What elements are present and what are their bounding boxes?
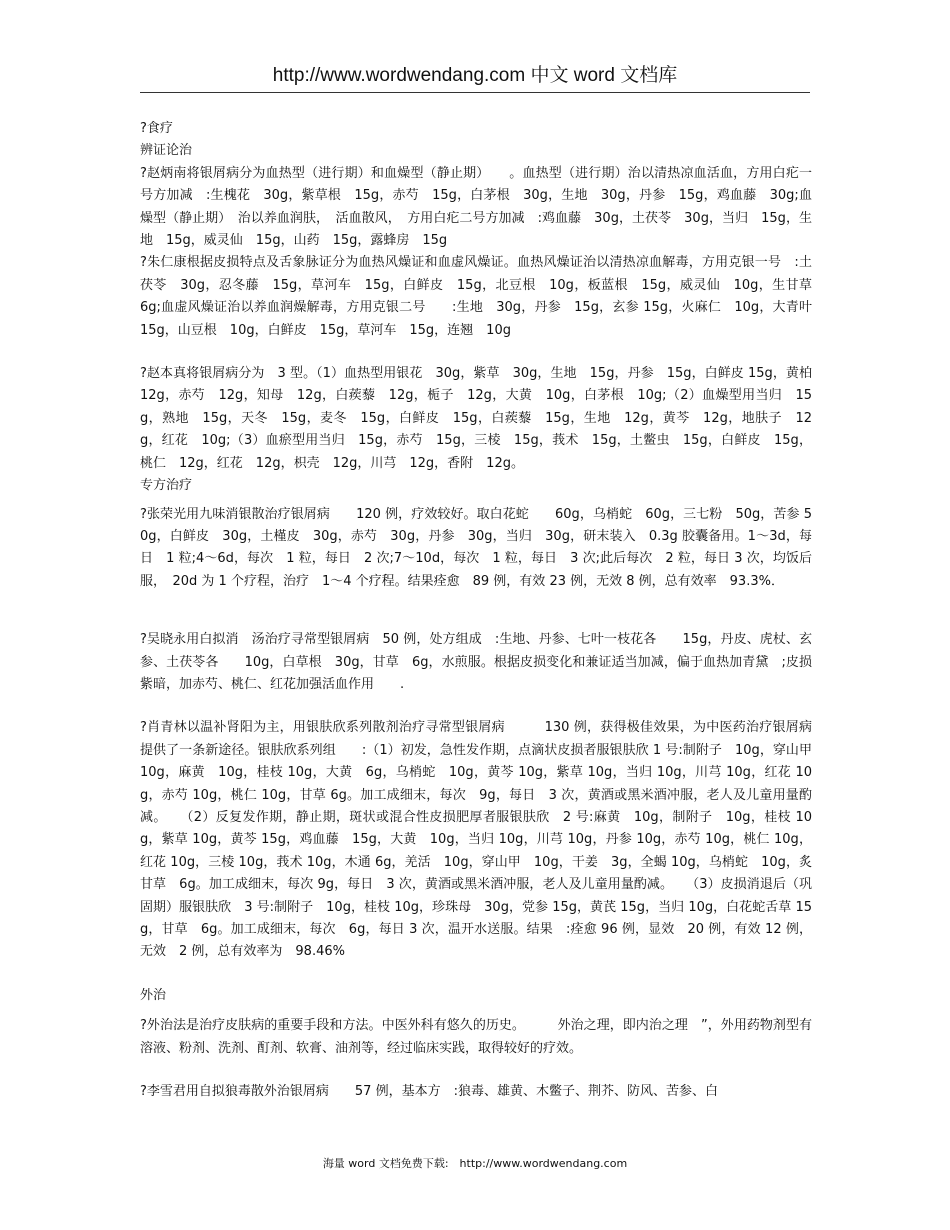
page-footer: 海量 word 文档免费下载: http://www.wordwendang.com bbox=[322, 1157, 628, 1170]
document-body bbox=[140, 118, 826, 1103]
page-header: http://www.wordwendang.com 中文 word 文档库 bbox=[140, 62, 810, 93]
paragraph-zhao-benzhen: ?赵本真将银屑病分为 3 型。（1）血热型用银花 30g，紫草 30g，生地 15g，丹参 15g，白鲜皮 15g，黄柏 12g，赤芍 12g，知母 12g，白蒺藜 12g，栀子 12g，大黄 10g，白茅根 10g;（2）血燥型用当归 15g，熟地 15g，天冬 15g，麦冬 15g，白鲜皮 15g，白蒺藜 15g，生地 12g，黄芩 12g，地肤子 12g，红花 10g;（3）血瘀型用当归 15g，赤芍 15g，三棱 15g，莪术 15g，土鳖虫 15g，白鲜皮 15g，桃仁 12g，红花 12g，枳壳 12g，川芎 12g，香附 12g。 bbox=[140, 366, 826, 471]
paragraph-zhu-renkang: ?朱仁康根据皮损特点及舌象脉证分为血热风燥证和血虚风燥证。血热风燥证治以清热凉血解毒，方用克银一号 :土茯苓 30g，忍冬藤 15g，草河车 15g，白鲜皮 15g，北豆根 10g，板蓝根 15g，威灵仙 10g，生甘草 6g;血虚风燥证治以养血润燥解毒，方用克银二号 :生地 30g，丹参 15g，玄参 15g，火麻仁 10g，大青叶 15g，山豆根 10g，白鲜皮 15g，草河车 15g，连翘 10g bbox=[140, 255, 826, 338]
heading-external: 外治 bbox=[140, 987, 167, 1003]
paragraph-xiao-qinglin: ?肖青林以温补肾阳为主，用银肤欣系列散剂治疗寻常型银屑病 130 例，获得极佳效果，为中医药治疗银屑病提供了一条新途径。银肤欣系列组 :（1）初发，急性发作期，点滴状皮损者服银肤欣 1 号:制附子 10g，穿山甲 10g，麻黄 10g，桂枝 10g，大黄 6g，乌梢蛇 10g，黄芩 10g，紫草 10g，当归 10g，川芎 10g，红花 10g，赤芍 10g，桃仁 10g，甘草 6g。加工成细末，每次 9g，每日 3 次，黄酒或黑米酒冲服，老人及儿童用量酌减。 （2）反复发作期，静止期，斑状或混合性皮损肥厚者服银肤欣 2 号:麻黄 10g，制附子 10g，桂枝 10g，紫草 10g，黄芩 15g，鸡血藤 15g，大黄 10g，当归 10g，川芎 10g，丹参 10g，赤芍 10g，桃仁 10g，红花 10g，三棱 10g，莪术 10g，木通 6g，羌活 10g，穿山甲 10g，干姜 3g，全蝎 10g，乌梢蛇 10g，炙甘草 6g。加工成细末，每次 9g，每日 3 次，黄酒或黑米酒冲服，老人及儿童用量酌减。 （3）皮损消退后（巩固期）服银肤欣 3 号:制附子 10g，桂枝 10g，珍珠母 30g，党参 15g，黄芪 15g，当归 10g，白花蛇舌草 15g，甘草 6g。加工成细末，每次 6g，每日 3 次，温开水送服。结果 :痊愈 96 例，显效 20 例，有效 12 例，无效 2 例，总有效率为 98.46% bbox=[140, 720, 826, 960]
heading-syndrome: 辨证论治 bbox=[140, 143, 193, 159]
paragraph-zhao-bingnan: ?赵炳南将银屑病分为血热型（进行期）和血燥型（静止期） 。血热型（进行期）治以清热凉血活血，方用白疕一号方加减 :生槐花 30g，紫草根 15g，赤芍 15g，白茅根 30g，生地 30g，丹参 15g，鸡血藤 30g;血燥型（静止期） 治以养血润肤， 活血散风， 方用白疕二号方加减 :鸡血藤 30g，土茯苓 30g，当归 15g，生地 15g，威灵仙 15g，山药 15g，露蜂房 15g bbox=[140, 165, 812, 249]
heading-diet: ?食疗 bbox=[140, 121, 173, 136]
heading-special: 专方治疗 bbox=[140, 478, 193, 494]
paragraph-external-intro: ?外治法是治疗皮肤病的重要手段和方法。中医外科有悠久的历史。 外治之理，即内治之理 ”，外用药物剂型有溶液、粉剂、洗剂、酊剂、软膏、油剂等，经过临床实践，取得较好的疗效。 bbox=[140, 1018, 812, 1056]
paragraph-zhang-rongguang: ?张荣光用九味消银散治疗银屑病 120 例，疗效较好。取白花蛇 60g，乌梢蛇 60g，三七粉 50g，苦参 50g，白鲜皮 30g，土槿皮 30g，赤芍 30g，丹参 30g，当归 30g，研末装入 0.3g 胶囊备用。1～3d，每日 1 粒;4～6d，每次 1 粒，每日 2 次;7～10d，每次 1 粒，每日 3 次;此后每次 2 粒，每日 3 次，均饭后服， 20d 为 1 个疗程，治疗 1～4 个疗程。结果痊愈 89 例，有效 23 例，无效 8 例，总有效率 93.3%． bbox=[140, 506, 812, 589]
paragraph-wu-xiaoyong: ?吴晓永用白拟消 汤治疗寻常型银屑病 50 例，处方组成 :生地、丹参、七叶一枝花各 15g，丹皮、虎杖、玄参、土茯苓各 10g，白草根 30g，甘草 6g，水煎服。根据皮损变化和兼证适当加减，偏于血热加青黛 ;皮损紫暗，加赤芍、桃仁、红花加强活血作用 . bbox=[140, 632, 812, 692]
paragraph-li-xuejun: ?李雪君用自拟狼毒散外治银屑病 57 例，基本方 :狼毒、雄黄、木鳖子、荆芥、防风、苦参、白 bbox=[140, 1084, 718, 1100]
